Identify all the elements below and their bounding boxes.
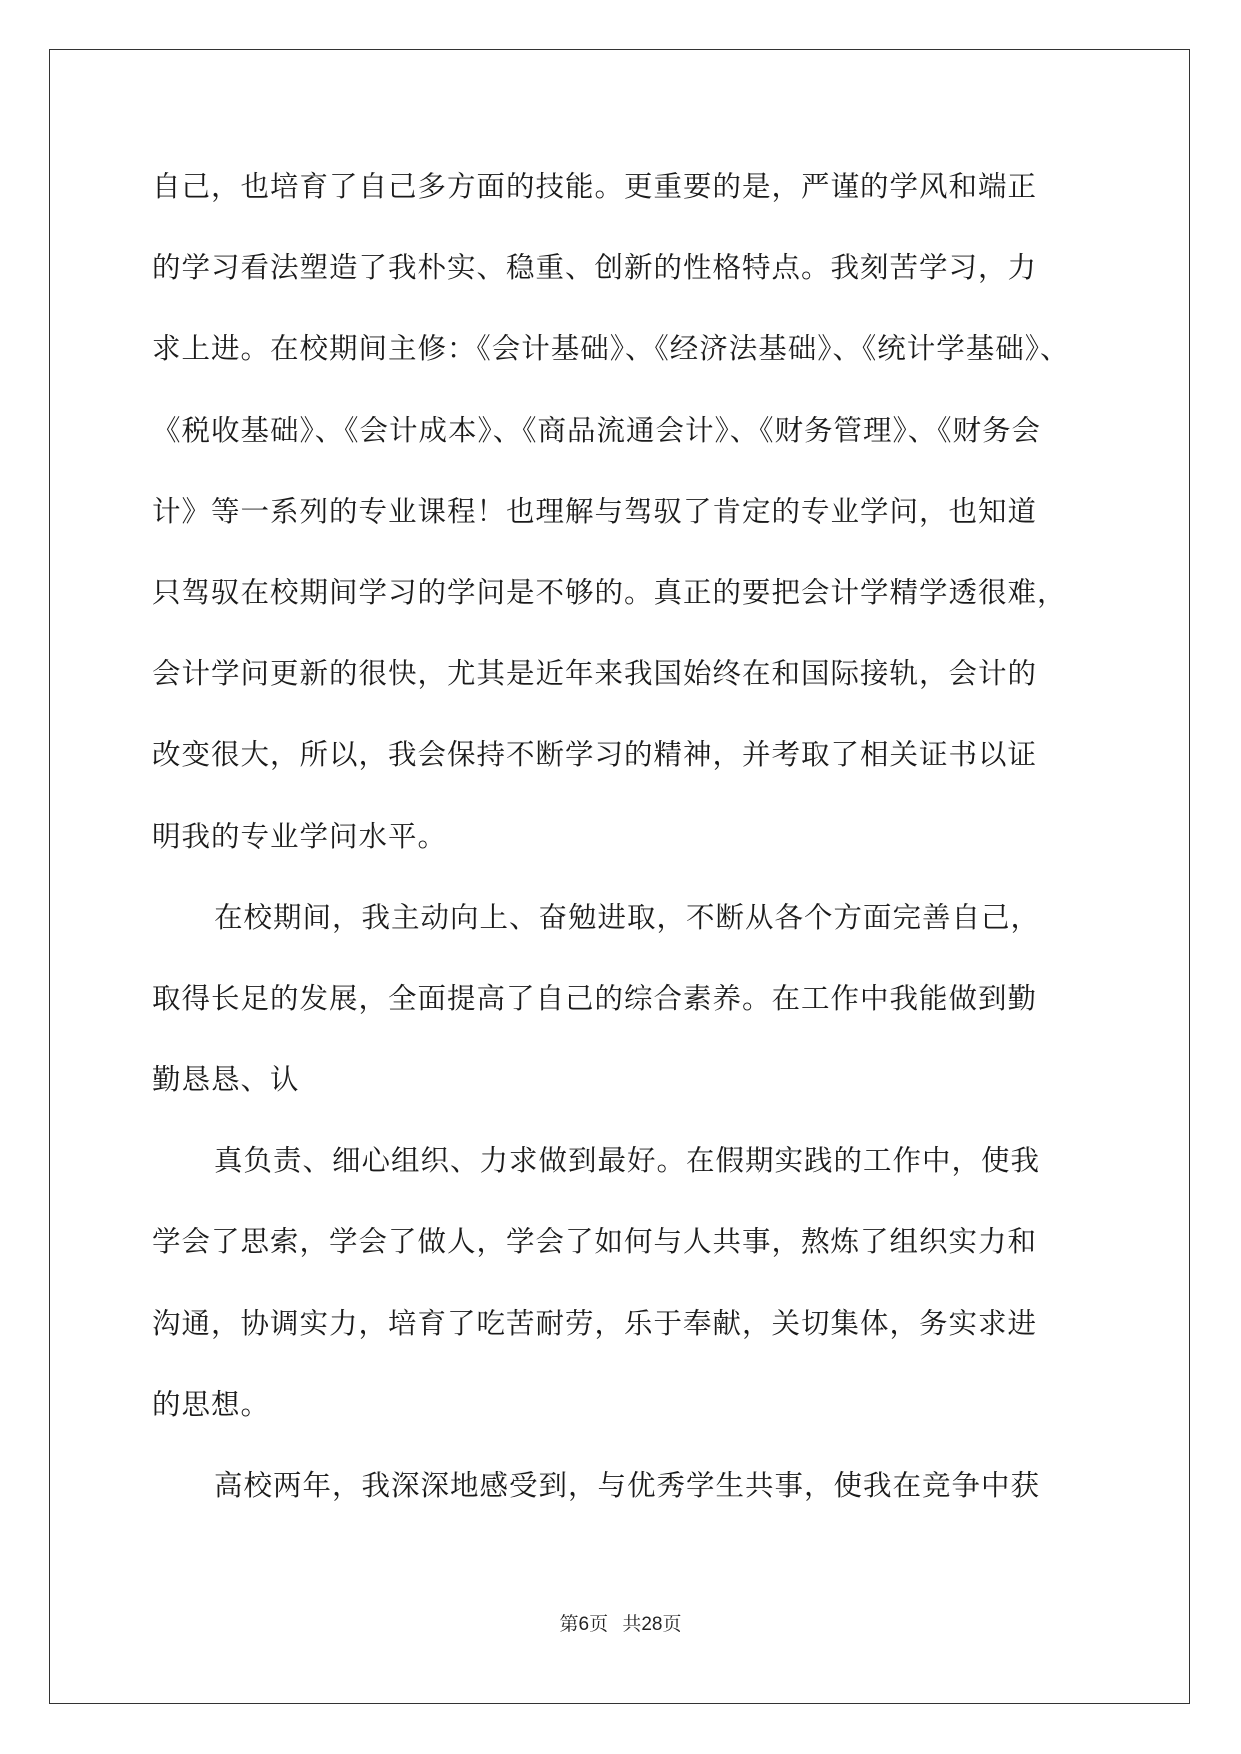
text-line: 求上进。在校期间主修：《会计基础》、《经济法基础》、《统计学基础》、 — [152, 332, 1070, 366]
text-line: 的学习看法塑造了我朴实、稳重、创新的性格特点。我刻苦学习，力 — [152, 251, 1038, 285]
text-line: 学会了思索，学会了做人，学会了如何与人共事，熬炼了组织实力和 — [152, 1225, 1038, 1259]
text-line: 自己，也培育了自己多方面的技能。更重要的是，严谨的学风和端正 — [152, 170, 1038, 203]
text-line: 明我的专业学问水平。 — [152, 819, 448, 853]
text-line: 改变很大，所以，我会保持不断学习的精神，并考取了相关证书以证 — [152, 738, 1038, 772]
text-line: 只驾驭在校期间学习的学问是不够的。真正的要把会计学精学透很难， — [152, 575, 1067, 609]
paragraph-start-line: 真负责、细心组织、力求做到最好。在假期实践的工作中，使我 — [214, 1144, 1041, 1178]
text-line: 计》等一系列的专业课程！也理解与驾驭了肯定的专业学问，也知道 — [152, 494, 1038, 528]
text-line: 取得长足的发展，全面提高了自己的综合素养。在工作中我能做到勤 — [152, 981, 1038, 1015]
page-prefix: 第 — [559, 1614, 579, 1635]
document-body — [152, 162, 1092, 1542]
total-suffix: 页 — [662, 1614, 682, 1635]
text-line: 沟通，协调实力，培育了吃苦耐劳，乐于奉献，关切集体，务实求进 — [152, 1306, 1038, 1340]
total-prefix: 共 — [622, 1614, 642, 1635]
total-pages: 28 — [641, 1614, 663, 1635]
paragraph-start-line: 高校两年，我深深地感受到，与优秀学生共事，使我在竞争中获 — [214, 1469, 1041, 1502]
text-line: 《税收基础》、《会计成本》、《商品流通会计》、《财务管理》、《财务会 — [152, 413, 1042, 447]
text-line: 会计学问更新的很快，尤其是近年来我国始终在和国际接轨，会计的 — [152, 657, 1038, 691]
page-number: 6 — [578, 1614, 590, 1635]
paragraph-start-line: 在校期间，我主动向上、奋勉进取，不断从各个方面完善自己， — [214, 900, 1041, 934]
text-line: 的思想。 — [152, 1387, 271, 1421]
page-suffix: 页 — [589, 1614, 609, 1635]
text-line: 勤恳恳、认 — [152, 1063, 300, 1097]
page-footer — [0, 1609, 1241, 1636]
